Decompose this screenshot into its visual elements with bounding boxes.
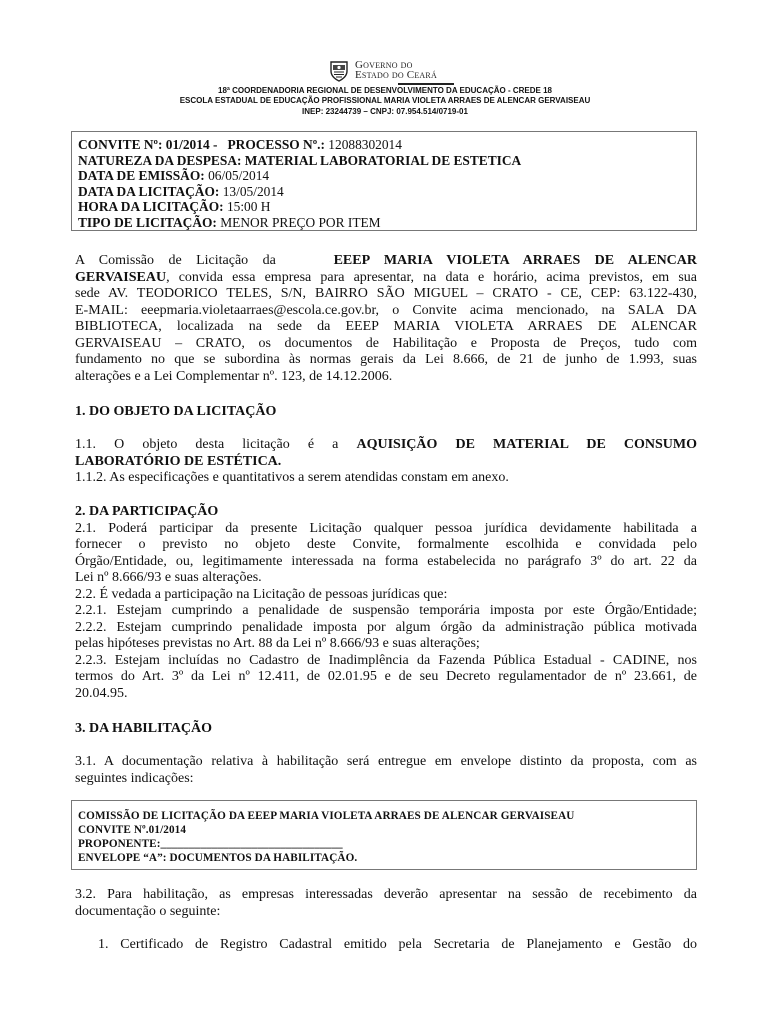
processo-value: 12088302014 [328, 137, 402, 152]
intro-line-8: alterações e a Lei Complementar nº. 123, de 14.12.2006. [75, 368, 393, 384]
tipo-line [78, 215, 690, 231]
section-2-line-3: Órgão/Entidade, ou, legitimamente interessada na forma estabelecida no parágrafo 3º do art. 22 da [75, 553, 697, 569]
tipo-label: TIPO DE LICITAÇÃO: [78, 214, 217, 230]
section-2-line-11: 20.04.95. [75, 685, 128, 701]
section-3-line-4: documentação o seguinte: [75, 903, 221, 919]
list-item-1: 1. Certificado de Registro Cadastral emitido pela Secretaria de Planejamento e Gestão do [98, 937, 697, 952]
envelope-label-box [71, 800, 697, 870]
emissao-label: DATA DE EMISSÃO: [78, 168, 205, 183]
section-2-line-1: 2.1. Poderá participar da presente Licitação qualquer pessoa jurídica devidamente habilitada a [75, 520, 697, 536]
natureza-text: NATUREZA DA DESPESA: MATERIAL LABORATORIAL DE ESTETICA [78, 152, 522, 168]
section-2-line-7: 2.2.2. Estejam cumprindo penalidade imposta por algum órgão da administração pública motivada [75, 619, 697, 635]
intro-line-1: A Comissão de Licitação da EEEP MARIA VIOLETA ARRAES DE ALENCAR [75, 253, 698, 268]
section-3-line-1: 3.1. A documentação relativa à habilitação será entregue em envelope distinto da proposta, com as [75, 754, 697, 769]
section-3-line-2: seguintes indicações: [75, 770, 194, 786]
intro-line-7: fundamento no que se subordina às normas gerais da Lei 8.666, de 21 de junho de 1.993, suas [75, 352, 697, 367]
section-2-line-6: 2.2.1. Estejam cumprindo a penalidade de suspensão temporária imposta por este Órgão/Entidade; [75, 603, 697, 618]
section-2-line-8: pelas hipóteses previstas no Art. 88 da Lei nº 8.666/93 e suas alterações; [75, 636, 480, 651]
tipo-value: MENOR PREÇO POR ITEM [220, 214, 381, 230]
emissao-line [78, 168, 690, 184]
convite-line [78, 137, 690, 153]
section-2-line-4: Lei nº 8.666/93 e suas alterações. [75, 570, 262, 585]
invitation-summary-box [71, 131, 697, 231]
hora-label: HORA DA LICITAÇÃO: [78, 199, 224, 214]
section-1-1-line-2: LABORATÓRIO DE ESTÉTICA. [75, 453, 282, 469]
intro-line-5: BIBLIOTECA, localizada na sede da EEEP MARIA VIOLETA ARRAES DE ALENCAR [75, 319, 697, 334]
section-3-line-3: 3.2. Para habilitação, as empresas interessadas deverão apresentar na sessão de recebimento da [75, 887, 697, 902]
natureza-line [78, 153, 690, 169]
section-2-line-5: 2.2. É vedada a participação na Licitação de pessoas jurídicas que: [75, 586, 448, 602]
intro-line-6: GERVAISEAU – CRATO, os documentos de Habilitação e Proposta de Preços, tudo com [75, 335, 697, 351]
intro-line-2: GERVAISEAU, convida essa empresa para apresentar, na data e horário, acima previstos, em sua [75, 269, 697, 285]
header-line-inep: INEP: 23244739 – CNPJ: 07.954.514/0719-01 [302, 107, 468, 116]
logo-text-line1: Governo do [355, 59, 413, 71]
intro-line-3: sede AV. TEODORICO TELES, S/N, BAIRRO SÃO MIGUEL – CRATO - CE, CEP: 63.122-430, [75, 286, 697, 301]
logo-underline [398, 83, 454, 85]
government-logo [328, 60, 458, 82]
section-1-1-2: 1.1.2. As especificações e quantitativos a serem atendidas constam em anexo. [75, 470, 509, 485]
section-1-1-line-1: 1.1. O objeto desta licitação é a AQUISIÇÃO DE MATERIAL DE CONSUMO [75, 437, 698, 452]
hora-value: 15:00 H [226, 199, 271, 214]
logo-text-line2: Estado do Ceará [355, 69, 437, 81]
section-3-title: 3. DA HABILITAÇÃO [75, 721, 213, 736]
section-2-line-10: termos do Art. 3º da Lei nº 12.411, de 02.01.95 e de seu Decreto regulamentador de nº 23.661, de [75, 669, 697, 684]
hora-line [78, 199, 690, 215]
envelope-line-4: ENVELOPE “A”: DOCUMENTOS DA HABILITAÇÃO. [78, 852, 358, 864]
header-line-crede: 18ª COORDENADORIA REGIONAL DE DESENVOLVIMENTO DA EDUCAÇÃO - CREDE 18 [218, 86, 552, 95]
licitacao-label: DATA DA LICITAÇÃO: [78, 183, 220, 199]
section-2-line-9: 2.2.3. Estejam incluídas no Cadastro de Inadimplência da Fazenda Pública Estadual - CADINE, nos [75, 652, 697, 668]
licitacao-value: 13/05/2014 [222, 183, 284, 199]
ceara-coat-of-arms-icon [328, 60, 350, 82]
intro-line-4: E-MAIL: eeepmaria.violetaarraes@escola.ce.gov.br, o Convite acima mencionado, na SALA DA [75, 302, 697, 318]
envelope-line-3: PROPONENTE:________________________________ [78, 838, 343, 850]
convite-label: CONVITE Nº: 01/2014 - [78, 137, 218, 152]
section-2-line-2: fornecer o previsto no objeto deste Convite, formalmente escolhida e convidada pelo [75, 537, 697, 552]
section-1-title: 1. DO OBJETO DA LICITAÇÃO [75, 404, 277, 419]
header-line-school: ESCOLA ESTADUAL DE EDUCAÇÃO PROFISSIONAL MARIA VIOLETA ARRAES DE ALENCAR GERVAISEAU [179, 96, 591, 105]
processo-label: PROCESSO Nº.: [227, 137, 325, 152]
envelope-line-2: CONVITE Nº.01/2014 [78, 824, 187, 836]
envelope-line-1: COMISSÃO DE LICITAÇÃO DA EEEP MARIA VIOLETA ARRAES DE ALENCAR GERVAISEAU [78, 810, 575, 822]
licitacao-date-line [78, 184, 690, 200]
section-2-title: 2. DA PARTICIPAÇÃO [75, 504, 219, 519]
emissao-value: 06/05/2014 [208, 168, 270, 183]
